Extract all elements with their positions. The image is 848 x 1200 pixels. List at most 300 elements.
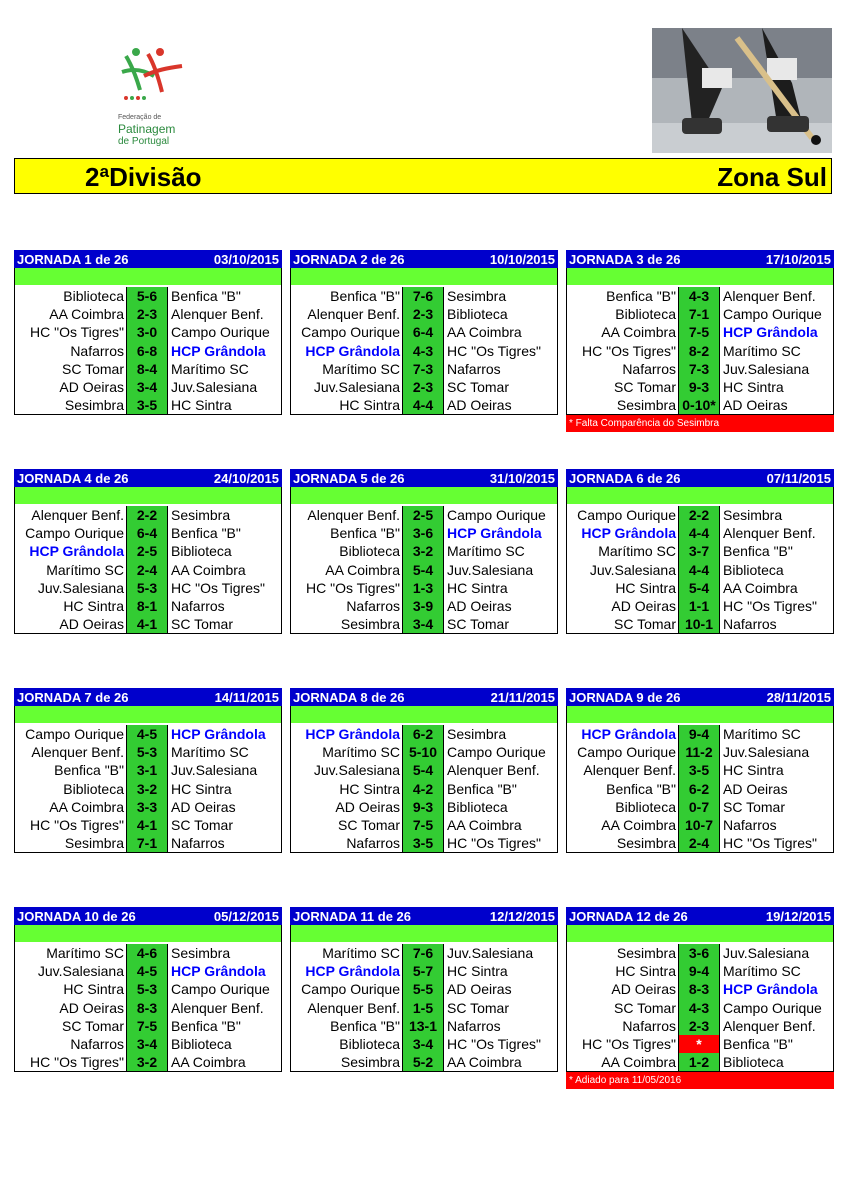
home-team: Biblioteca <box>63 288 124 305</box>
away-team: Benfica "B" <box>171 288 241 305</box>
org-line-1: Federação de <box>118 114 162 121</box>
away-team: Benfica "B" <box>723 1036 793 1053</box>
away-team: AD Oeiras <box>171 798 236 815</box>
score: 8-2 <box>678 342 720 360</box>
jornada-spacer-bar <box>290 706 558 723</box>
score: 4-3 <box>678 999 720 1017</box>
home-team: Marítimo SC <box>322 744 400 761</box>
score: 2-5 <box>402 506 444 524</box>
away-team: HCP Grândola <box>723 324 818 341</box>
game-row <box>567 761 833 779</box>
away-team: AD Oeiras <box>447 981 512 998</box>
away-team: HCP Grândola <box>723 981 818 998</box>
home-team: Marítimo SC <box>322 945 400 962</box>
org-line-2: Patinagem <box>118 122 176 136</box>
home-team: Campo Ourique <box>25 525 124 542</box>
jornada-spacer-bar <box>290 487 558 504</box>
game-row <box>291 1017 557 1035</box>
game-row <box>567 834 833 852</box>
games-list <box>14 723 282 853</box>
away-team: Biblioteca <box>447 306 508 323</box>
jornada-spacer-bar <box>566 925 834 942</box>
score: 4-3 <box>402 342 444 360</box>
game-row <box>291 506 557 524</box>
score: 3-2 <box>126 780 168 798</box>
score: 3-4 <box>126 1035 168 1053</box>
away-team: Sesimbra <box>723 507 783 524</box>
game-row <box>291 524 557 542</box>
away-team: HCP Grândola <box>171 726 266 743</box>
home-team: HC "Os Tigres" <box>30 1054 124 1071</box>
jornada-title: JORNADA 3 de 26 <box>569 251 681 267</box>
away-team: HC "Os Tigres" <box>171 579 265 596</box>
away-team: Nafarros <box>447 1017 501 1034</box>
jornada-spacer-bar <box>14 925 282 942</box>
score: 2-3 <box>402 378 444 396</box>
jornada-block <box>14 469 282 634</box>
away-team: Campo Ourique <box>723 306 822 323</box>
game-row <box>291 597 557 615</box>
home-team: HCP Grândola <box>305 726 400 743</box>
game-row <box>15 743 281 761</box>
home-team: Alenquer Benf. <box>31 744 124 761</box>
score: 2-3 <box>402 305 444 323</box>
score: 2-3 <box>126 305 168 323</box>
game-row <box>567 579 833 597</box>
game-row <box>567 798 833 816</box>
home-team: Sesimbra <box>616 835 676 852</box>
game-row <box>291 816 557 834</box>
home-team: Nafarros <box>346 598 400 615</box>
home-team: AA Coimbra <box>325 561 400 578</box>
game-row <box>291 561 557 579</box>
home-team: Campo Ourique <box>25 726 124 743</box>
game-row <box>291 834 557 852</box>
home-team: Juv.Salesiana <box>589 561 676 578</box>
skater-logo-icon <box>118 46 188 108</box>
game-row <box>567 944 833 962</box>
score: 8-3 <box>126 999 168 1017</box>
score: 1-3 <box>402 579 444 597</box>
games-list <box>290 504 558 634</box>
score: 2-5 <box>126 542 168 560</box>
game-row <box>291 743 557 761</box>
games-list <box>14 285 282 415</box>
home-team: AA Coimbra <box>601 324 676 341</box>
home-team: HC "Os Tigres" <box>306 579 400 596</box>
game-row <box>291 396 557 414</box>
jornada-title: JORNADA 8 de 26 <box>293 689 405 705</box>
home-team: HC Sintra <box>339 780 400 797</box>
jornada-title: JORNADA 11 de 26 <box>293 908 412 924</box>
away-team: Marítimo SC <box>723 963 801 980</box>
jornada-date: 05/12/2015 <box>213 908 279 924</box>
score: 6-4 <box>126 524 168 542</box>
jornada-header <box>14 688 282 706</box>
away-team: Juv.Salesiana <box>171 762 258 779</box>
game-row <box>567 962 833 980</box>
away-team: SC Tomar <box>447 999 509 1016</box>
game-row <box>567 725 833 743</box>
home-team: Juv.Salesiana <box>313 762 400 779</box>
jornada-header <box>566 469 834 487</box>
score: 4-6 <box>126 944 168 962</box>
home-team: Benfica "B" <box>54 762 124 779</box>
home-team: Campo Ourique <box>577 744 676 761</box>
hockey-photo <box>652 28 832 153</box>
game-row <box>15 834 281 852</box>
jornada-date: 28/11/2015 <box>766 689 831 705</box>
score: 9-4 <box>678 962 720 980</box>
game-row <box>291 761 557 779</box>
away-team: Alenquer Benf. <box>447 762 540 779</box>
home-team: Benfica "B" <box>606 780 676 797</box>
jornada-spacer-bar <box>14 268 282 285</box>
score: 4-2 <box>402 780 444 798</box>
game-row <box>567 396 833 414</box>
game-row <box>291 962 557 980</box>
away-team: Campo Ourique <box>447 507 546 524</box>
home-team: Sesimbra <box>616 945 676 962</box>
game-row <box>15 524 281 542</box>
score: 3-6 <box>678 944 720 962</box>
score: 4-4 <box>678 561 720 579</box>
game-row <box>15 816 281 834</box>
jornada-block <box>290 907 558 1072</box>
game-row <box>291 323 557 341</box>
score: 8-3 <box>678 980 720 998</box>
away-team: Juv.Salesiana <box>447 945 534 962</box>
home-team: SC Tomar <box>614 616 676 633</box>
away-team: Campo Ourique <box>171 981 270 998</box>
game-row <box>291 360 557 378</box>
roller-hockey-photo-icon <box>652 28 832 153</box>
game-row <box>567 342 833 360</box>
games-list <box>566 723 834 853</box>
game-row <box>15 396 281 414</box>
away-team: HC Sintra <box>171 780 232 797</box>
game-row <box>291 615 557 633</box>
away-team: Alenquer Benf. <box>723 525 816 542</box>
jornada-block <box>14 250 282 415</box>
game-row <box>291 798 557 816</box>
score: 3-9 <box>402 597 444 615</box>
jornada-date: 07/11/2015 <box>766 470 831 486</box>
game-row <box>15 561 281 579</box>
home-team: HCP Grândola <box>305 342 400 359</box>
away-team: Benfica "B" <box>447 780 517 797</box>
score: 3-5 <box>678 761 720 779</box>
score: 7-5 <box>678 323 720 341</box>
away-team: Nafarros <box>171 835 225 852</box>
away-team: Sesimbra <box>171 507 231 524</box>
away-team: AD Oeiras <box>723 397 788 414</box>
game-row <box>15 287 281 305</box>
home-team: Biblioteca <box>339 543 400 560</box>
away-team: HC "Os Tigres" <box>723 598 817 615</box>
away-team: Sesimbra <box>447 288 507 305</box>
home-team: AD Oeiras <box>335 798 400 815</box>
away-team: Sesimbra <box>447 726 507 743</box>
home-team: HCP Grândola <box>581 525 676 542</box>
away-team: HC Sintra <box>447 579 508 596</box>
jornada-block <box>566 907 834 1089</box>
jornada-date: 03/10/2015 <box>213 251 279 267</box>
away-team: AA Coimbra <box>171 1054 246 1071</box>
score: 6-8 <box>126 342 168 360</box>
score: 5-10 <box>402 743 444 761</box>
away-team: HC "Os Tigres" <box>447 1036 541 1053</box>
home-team: Biblioteca <box>615 798 676 815</box>
score: 3-6 <box>402 524 444 542</box>
jornada-title: JORNADA 4 de 26 <box>17 470 129 486</box>
home-team: Campo Ourique <box>301 324 400 341</box>
jornada-title: JORNADA 7 de 26 <box>17 689 129 705</box>
game-row <box>15 725 281 743</box>
jornada-title: JORNADA 6 de 26 <box>569 470 681 486</box>
away-team: Campo Ourique <box>447 744 546 761</box>
score: 2-3 <box>678 1017 720 1035</box>
game-row <box>15 615 281 633</box>
game-row <box>567 561 833 579</box>
away-team: Alenquer Benf. <box>723 1017 816 1034</box>
away-team: AA Coimbra <box>447 817 522 834</box>
home-team: HC Sintra <box>63 981 124 998</box>
score: 3-7 <box>678 542 720 560</box>
division-title: 2ªDivisão <box>85 162 202 192</box>
federation-logo <box>118 46 198 151</box>
game-row <box>15 342 281 360</box>
score: 9-3 <box>402 798 444 816</box>
jornada-note: * Adiado para 11/05/2016 <box>566 1072 834 1089</box>
home-team: SC Tomar <box>62 1017 124 1034</box>
score: 7-1 <box>126 834 168 852</box>
score: 3-5 <box>402 834 444 852</box>
game-row <box>291 342 557 360</box>
jornada-block <box>14 688 282 853</box>
game-row <box>15 761 281 779</box>
home-team: Sesimbra <box>616 397 676 414</box>
home-team: HC "Os Tigres" <box>30 324 124 341</box>
home-team: Juv.Salesiana <box>37 963 124 980</box>
home-team: Nafarros <box>70 342 124 359</box>
away-team: Alenquer Benf. <box>171 306 264 323</box>
away-team: SC Tomar <box>723 798 785 815</box>
away-team: SC Tomar <box>447 379 509 396</box>
home-team: HC Sintra <box>339 397 400 414</box>
home-team: HC "Os Tigres" <box>582 1036 676 1053</box>
away-team: Juv.Salesiana <box>447 561 534 578</box>
home-team: AD Oeiras <box>611 981 676 998</box>
game-row <box>567 305 833 323</box>
home-team: Sesimbra <box>64 397 124 414</box>
away-team: AD Oeiras <box>447 397 512 414</box>
away-team: Marítimo SC <box>723 726 801 743</box>
game-row <box>567 597 833 615</box>
jornada-spacer-bar <box>566 268 834 285</box>
game-row <box>15 1035 281 1053</box>
score: 2-2 <box>678 506 720 524</box>
game-row <box>15 360 281 378</box>
home-team: HC "Os Tigres" <box>30 817 124 834</box>
jornada-header <box>566 250 834 268</box>
home-team: Alenquer Benf. <box>307 999 400 1016</box>
game-row <box>567 287 833 305</box>
score: 10-1 <box>678 615 720 633</box>
home-team: AA Coimbra <box>49 798 124 815</box>
game-row <box>567 378 833 396</box>
home-team: Sesimbra <box>340 1054 400 1071</box>
score: 6-2 <box>678 780 720 798</box>
away-team: AA Coimbra <box>723 579 798 596</box>
score: 5-7 <box>402 962 444 980</box>
jornada-title: JORNADA 5 de 26 <box>293 470 405 486</box>
game-row <box>15 378 281 396</box>
jornada-date: 10/10/2015 <box>489 251 555 267</box>
jornada-block <box>566 250 834 432</box>
score: 4-4 <box>678 524 720 542</box>
home-team: HCP Grândola <box>305 963 400 980</box>
away-team: Campo Ourique <box>171 324 270 341</box>
score: 0-7 <box>678 798 720 816</box>
score: 5-3 <box>126 743 168 761</box>
away-team: Marítimo SC <box>171 360 249 377</box>
jornada-spacer-bar <box>566 706 834 723</box>
jornada-spacer-bar <box>290 925 558 942</box>
score: * <box>678 1035 720 1053</box>
game-row <box>567 1053 833 1071</box>
game-row <box>15 542 281 560</box>
score: 4-1 <box>126 615 168 633</box>
jornada-header <box>290 250 558 268</box>
jornada-header <box>14 469 282 487</box>
away-team: SC Tomar <box>171 616 233 633</box>
home-team: Benfica "B" <box>330 525 400 542</box>
away-team: Sesimbra <box>171 945 231 962</box>
home-team: AD Oeiras <box>59 616 124 633</box>
score: 4-4 <box>402 396 444 414</box>
game-row <box>291 944 557 962</box>
game-row <box>15 1053 281 1071</box>
home-team: SC Tomar <box>338 817 400 834</box>
game-row <box>567 1035 833 1053</box>
score: 4-3 <box>678 287 720 305</box>
score: 8-1 <box>126 597 168 615</box>
games-list <box>14 942 282 1072</box>
score: 5-6 <box>126 287 168 305</box>
games-list <box>566 504 834 634</box>
away-team: HC Sintra <box>447 963 508 980</box>
home-team: Biblioteca <box>339 1036 400 1053</box>
game-row <box>567 980 833 998</box>
score: 11-2 <box>678 743 720 761</box>
games-list <box>290 285 558 415</box>
score: 3-4 <box>126 378 168 396</box>
game-row <box>567 780 833 798</box>
game-row <box>15 323 281 341</box>
home-team: Nafarros <box>70 1036 124 1053</box>
score: 7-6 <box>402 944 444 962</box>
away-team: AA Coimbra <box>447 1054 522 1071</box>
score: 3-1 <box>126 761 168 779</box>
jornada-block <box>566 688 834 853</box>
home-team: Biblioteca <box>63 780 124 797</box>
jornada-header <box>566 688 834 706</box>
games-list <box>290 942 558 1072</box>
home-team: Juv.Salesiana <box>37 579 124 596</box>
away-team: Biblioteca <box>723 1054 784 1071</box>
games-list <box>290 723 558 853</box>
score: 3-2 <box>402 542 444 560</box>
away-team: Juv.Salesiana <box>723 360 810 377</box>
score: 3-3 <box>126 798 168 816</box>
jornada-block <box>290 469 558 634</box>
jornada-spacer-bar <box>566 487 834 504</box>
score: 7-1 <box>678 305 720 323</box>
away-team: Benfica "B" <box>171 525 241 542</box>
away-team: Benfica "B" <box>723 543 793 560</box>
home-team: Alenquer Benf. <box>307 507 400 524</box>
away-team: Juv.Salesiana <box>171 379 258 396</box>
score: 4-5 <box>126 962 168 980</box>
score: 2-4 <box>678 834 720 852</box>
home-team: Juv.Salesiana <box>313 379 400 396</box>
home-team: Marítimo SC <box>46 561 124 578</box>
game-row <box>567 506 833 524</box>
score: 2-2 <box>126 506 168 524</box>
jornada-date: 17/10/2015 <box>765 251 831 267</box>
home-team: HCP Grândola <box>29 543 124 560</box>
away-team: HCP Grândola <box>171 963 266 980</box>
score: 6-2 <box>402 725 444 743</box>
score: 9-3 <box>678 378 720 396</box>
home-team: AD Oeiras <box>59 999 124 1016</box>
away-team: HCP Grândola <box>447 525 542 542</box>
game-row <box>15 579 281 597</box>
jornada-date: 21/11/2015 <box>490 689 555 705</box>
game-row <box>567 615 833 633</box>
game-row <box>291 780 557 798</box>
jornada-block <box>566 469 834 634</box>
game-row <box>291 999 557 1017</box>
score: 7-3 <box>402 360 444 378</box>
score: 5-5 <box>402 980 444 998</box>
score: 10-7 <box>678 816 720 834</box>
jornada-date: 12/12/2015 <box>489 908 555 924</box>
away-team: Biblioteca <box>447 798 508 815</box>
game-row <box>291 287 557 305</box>
score: 13-1 <box>402 1017 444 1035</box>
home-team: HC Sintra <box>615 579 676 596</box>
score: 5-2 <box>402 1053 444 1071</box>
game-row <box>15 597 281 615</box>
away-team: Nafarros <box>447 360 501 377</box>
away-team: HC Sintra <box>171 397 232 414</box>
games-list <box>566 942 834 1072</box>
game-row <box>15 305 281 323</box>
home-team: Benfica "B" <box>330 288 400 305</box>
game-row <box>15 506 281 524</box>
home-team: HCP Grândola <box>581 726 676 743</box>
away-team: HC Sintra <box>723 379 784 396</box>
jornada-header <box>14 907 282 925</box>
away-team: Nafarros <box>723 616 777 633</box>
away-team: Marítimo SC <box>723 342 801 359</box>
game-row <box>15 962 281 980</box>
away-team: Campo Ourique <box>723 999 822 1016</box>
home-team: Campo Ourique <box>301 981 400 998</box>
game-row <box>567 360 833 378</box>
